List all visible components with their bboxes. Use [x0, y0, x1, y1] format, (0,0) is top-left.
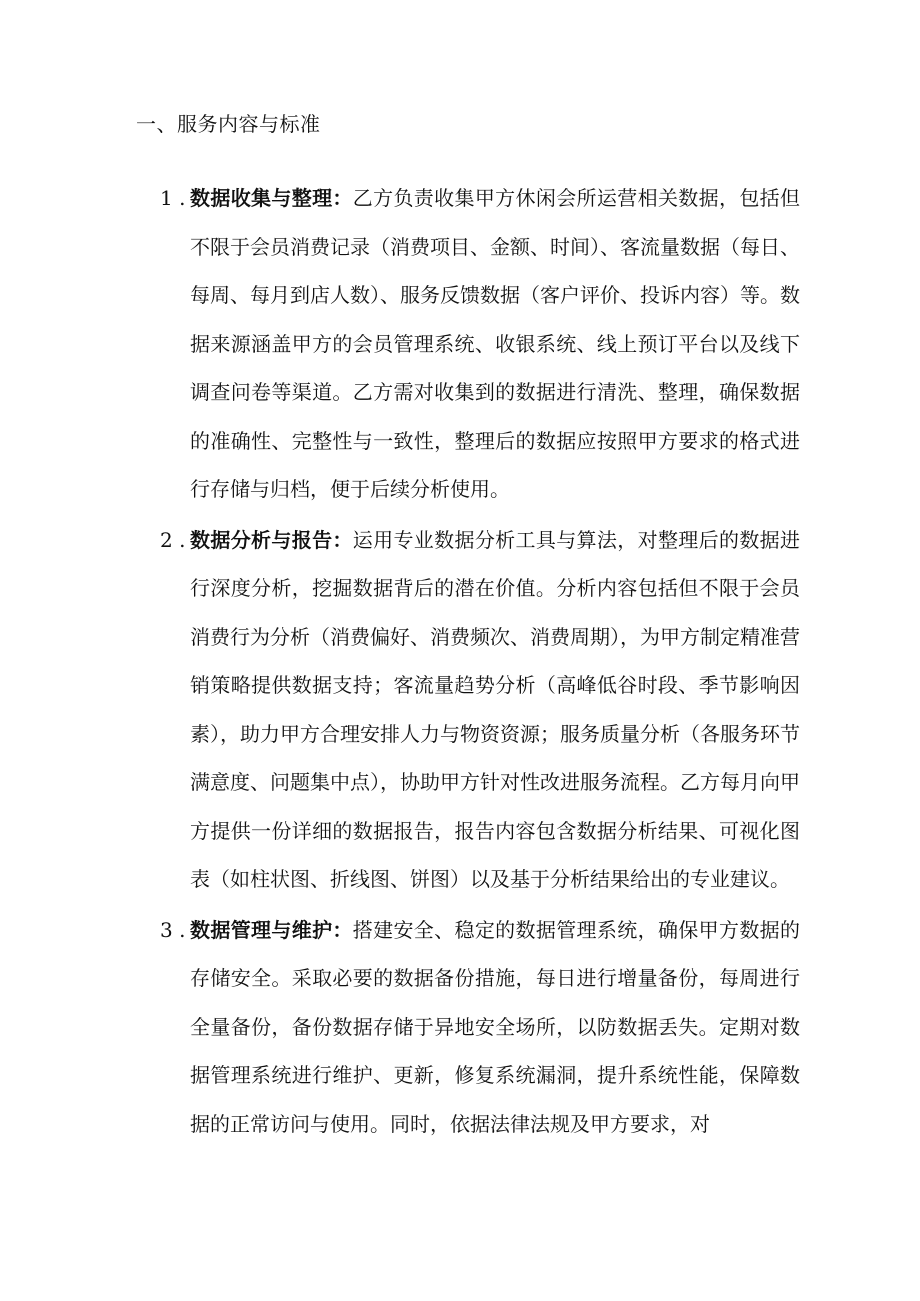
list-item — [0, 174, 800, 514]
item-body: 乙方负责收集甲方休闲会所运营相关数据，包括但不限于会员消费记录（消费项目、金额、时间）、客流量数据（每日、每周、每月到店人数）、服务反馈数据（客户评价、投诉内容）等。数据来源涵盖甲方的会员管理系统、收银系统、线上预订平台以及线下调查问卷等渠道。乙方需对收集到的数据进行清洗、整理，确保数据的准确性、完整性与一致性，整理后的数据应按照甲方要求的格式进行存储与归档，便于后续分析使用。 — [190, 186, 801, 501]
service-items-list — [0, 174, 920, 1148]
item-title: 数据收集与整理： — [190, 186, 353, 210]
item-number: 1 . — [160, 186, 186, 210]
item-title: 数据管理与维护： — [190, 917, 353, 942]
list-item — [0, 516, 800, 904]
list-item — [0, 906, 800, 1149]
item-body: 运用专业数据分析工具与算法，对整理后的数据进行深度分析，挖掘数据背后的潜在价值。分析内容包括但不限于会员消费行为分析（消费偏好、消费频次、消费周期），为甲方制定精准营销策略提供数据支持；客流量趋势分析（高峰低谷时段、季节影响因素），助力甲方合理安排人力与物资资源；服务质量分析（各服务环节满意度、问题集中点），协助甲方针对性改进服务流程。乙方每月向甲方提供一份详细的数据报告，报告内容包含数据分析结果、可视化图表（如柱状图、折线图、饼图）以及基于分析结果给出的专业建议。 — [190, 527, 801, 891]
item-number: 3 . — [160, 917, 186, 942]
item-number: 2 . — [160, 527, 186, 552]
section-heading: 一、服务内容与标准 — [136, 112, 321, 136]
item-body: 搭建安全、稳定的数据管理系统，确保甲方数据的存储安全。采取必要的数据备份措施，每日进行增量备份，每周进行全量备份，备份数据存储于异地安全场所，以防数据丢失。定期对数据管理系统进行维护、更新，修复系统漏洞，提升系统性能，保障数据的正常访问与使用。同时，依据法律法规及甲方要求，对 — [190, 917, 801, 1136]
item-title: 数据分析与报告： — [190, 527, 353, 552]
